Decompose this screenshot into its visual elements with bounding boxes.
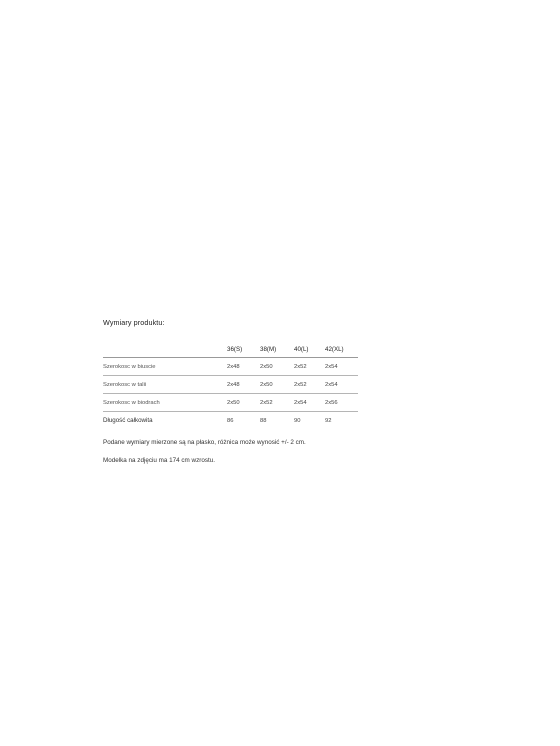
table-cell: 2x52 — [294, 376, 325, 394]
table-cell: 2x48 — [227, 358, 260, 376]
table-cell: 2x56 — [325, 394, 358, 412]
header-size-40: 40(L) — [294, 343, 325, 358]
table-cell: 2x50 — [260, 376, 294, 394]
row-label: Długość całkowita — [103, 417, 153, 424]
table-cell: 92 — [325, 417, 332, 424]
model-height-note: Modelka na zdjęciu ma 174 cm wzrostu. — [103, 457, 215, 464]
table-row-hips — [103, 394, 358, 412]
row-label: Szerokosc w biodrach — [103, 394, 227, 412]
header-size-38: 38(M) — [260, 343, 294, 358]
product-dimensions-section — [103, 318, 373, 464]
size-table — [103, 343, 358, 429]
table-cell: 2x52 — [260, 394, 294, 412]
table-cell: 2x48 — [227, 376, 260, 394]
table-cell: 2x54 — [294, 394, 325, 412]
table-cell: 2x54 — [325, 376, 358, 394]
table-cell: 2x54 — [325, 358, 358, 376]
header-empty — [103, 343, 227, 358]
table-cell: 88 — [260, 417, 267, 424]
measurement-note: Podane wymiary mierzone są na płasko, różnica może wynosić +/- 2 cm. — [103, 439, 306, 446]
table-cell: 2x50 — [260, 358, 294, 376]
size-table-header-row — [103, 343, 358, 358]
header-size-36: 36(S) — [227, 343, 260, 358]
table-row-length — [103, 412, 358, 430]
table-cell: 90 — [294, 417, 301, 424]
row-label: Szerokosc w talii — [103, 376, 227, 394]
table-row-bust — [103, 358, 358, 376]
header-size-42: 42(XL) — [325, 343, 358, 358]
table-cell: 2x50 — [227, 394, 260, 412]
section-heading: Wymiary produktu: — [103, 318, 165, 327]
table-row-waist — [103, 376, 358, 394]
table-cell: 86 — [227, 417, 234, 424]
table-cell: 2x52 — [294, 358, 325, 376]
row-label: Szerokosc w biuscie — [103, 358, 227, 376]
